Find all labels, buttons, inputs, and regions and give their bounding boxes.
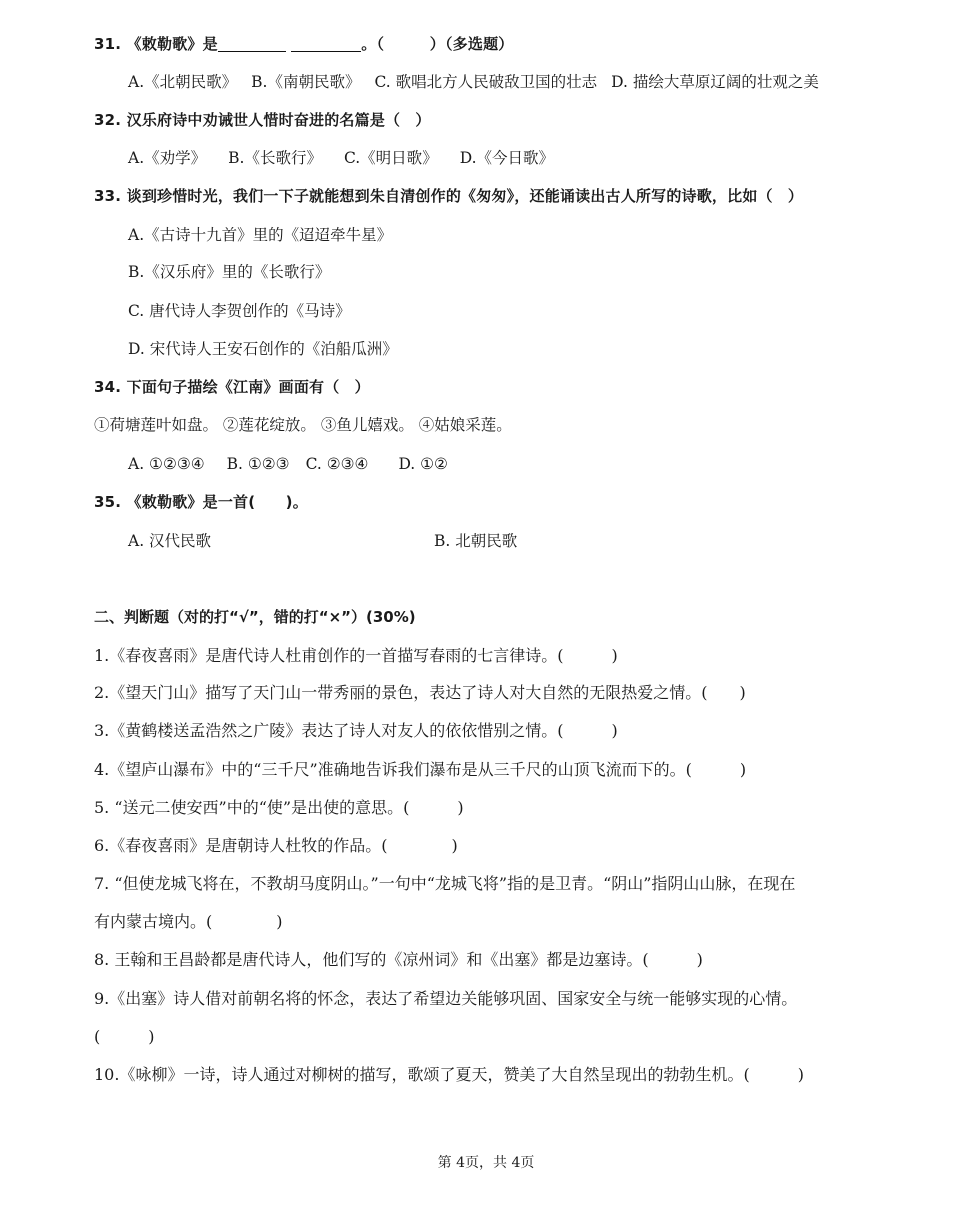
question-32-number: 32. (94, 111, 122, 129)
option-b: B.《南朝民歌》 (251, 73, 361, 91)
option-c: C. ②③④ (305, 455, 369, 473)
option-b: B. ①②③ (226, 455, 290, 473)
judge-item-10: 10.《咏柳》一诗，诗人通过对柳树的描写，歌颂了夏天，赞美了大自然呈现出的勃勃生机。( ) (94, 1065, 804, 1084)
section-2-title: 二、判断题（对的打“√”，错的打“×”）(30%) (94, 608, 416, 626)
judge-item-4: 4.《望庐山瀑布》中的“三千尺”准确地告诉我们瀑布是从三千尺的山顶飞流而下的。( ) (94, 760, 747, 779)
question-35 (94, 491, 308, 513)
option-d: D. ①② (398, 455, 448, 473)
question-33-option-a: A.《古诗十九首》里的《迢迢牵牛星》 (128, 226, 393, 244)
option-b: B.《长歌行》 (228, 149, 322, 167)
question-34-stem: 下面句子描绘《江南》画面有（ ） (126, 378, 370, 396)
judge-item-1: 1.《春夜喜雨》是唐代诗人杜甫创作的一首描写春雨的七言律诗。( ) (94, 646, 618, 665)
question-31-stem-a: 《敕勒歌》是 (126, 35, 218, 53)
question-33 (94, 185, 803, 207)
question-31 (94, 33, 513, 55)
question-32-options (128, 147, 554, 169)
question-31-stem-b: 。（ ）（多选题） (361, 35, 514, 53)
question-32 (94, 109, 431, 131)
option-c: C. 歌唱北方人民破敌卫国的壮志 (374, 73, 598, 91)
question-34 (94, 376, 370, 398)
judge-item-9-line-2: ( ) (94, 1027, 155, 1046)
question-34-number: 34. (94, 378, 122, 396)
judge-item-7-line-1: 7. “但使龙城飞将在，不教胡马度阴山。”一句中“龙城飞将”指的是卫青。“阴山”指阴山山脉，在现在 (94, 874, 796, 893)
question-34-options (128, 453, 448, 475)
question-35-stem: 《敕勒歌》是一首( )。 (126, 493, 308, 511)
answer-blank-2 (291, 37, 361, 52)
judge-item-2: 2.《望天门山》描写了天门山一带秀丽的景色，表达了诗人对大自然的无限热爱之情。( ) (94, 683, 746, 702)
judge-item-8: 8. 王翰和王昌龄都是唐代诗人，他们写的《凉州词》和《出塞》都是边塞诗。( ) (94, 950, 703, 969)
answer-blank-1 (218, 37, 286, 52)
option-a: A. ①②③④ (128, 455, 205, 473)
question-33-option-b: B.《汉乐府》里的《长歌行》 (128, 263, 331, 281)
question-35-number: 35. (94, 493, 122, 511)
question-31-number: 31. (94, 35, 122, 53)
question-35-option-b: B. 北朝民歌 (434, 532, 518, 550)
option-a: A.《劝学》 (128, 149, 207, 167)
judge-item-7-line-2: 有内蒙古境内。( ) (94, 912, 283, 931)
judge-item-6: 6.《春夜喜雨》是唐朝诗人杜牧的作品。( ) (94, 836, 458, 855)
page-number-footer: 第 4页，共 4页 (437, 1155, 535, 1171)
judge-item-5: 5. “送元二使安西”中的“使”是出使的意思。( ) (94, 798, 464, 817)
option-d: D.《今日歌》 (459, 149, 555, 167)
question-32-stem: 汉乐府诗中劝诫世人惜时奋进的名篇是（ ） (126, 111, 431, 129)
question-33-stem: 谈到珍惜时光，我们一下子就能想到朱自清创作的《匆匆》，还能诵读出古人所写的诗歌，比如（ ） (126, 187, 804, 205)
judge-item-3: 3.《黄鹤楼送孟浩然之广陵》表达了诗人对友人的依依惜别之情。( ) (94, 721, 618, 740)
question-33-number: 33. (94, 187, 122, 205)
question-33-option-d: D. 宋代诗人王安石创作的《泊船瓜洲》 (128, 340, 398, 358)
question-35-option-a: A. 汉代民歌 (128, 532, 212, 550)
question-34-sentences: ①荷塘莲叶如盘。 ②莲花绽放。 ③鱼儿嬉戏。 ④姑娘采莲。 (94, 416, 512, 434)
option-c: C.《明日歌》 (343, 149, 438, 167)
option-a: A.《北朝民歌》 (128, 73, 238, 91)
judge-item-9-line-1: 9.《出塞》诗人借对前朝名将的怀念，表达了希望边关能够巩固、国家安全与统一能够实现的心情。 (94, 989, 798, 1008)
option-d: D. 描绘大草原辽阔的壮观之美 (611, 73, 819, 91)
question-31-options (128, 71, 819, 93)
question-33-option-c: C. 唐代诗人李贺创作的《马诗》 (128, 302, 351, 320)
